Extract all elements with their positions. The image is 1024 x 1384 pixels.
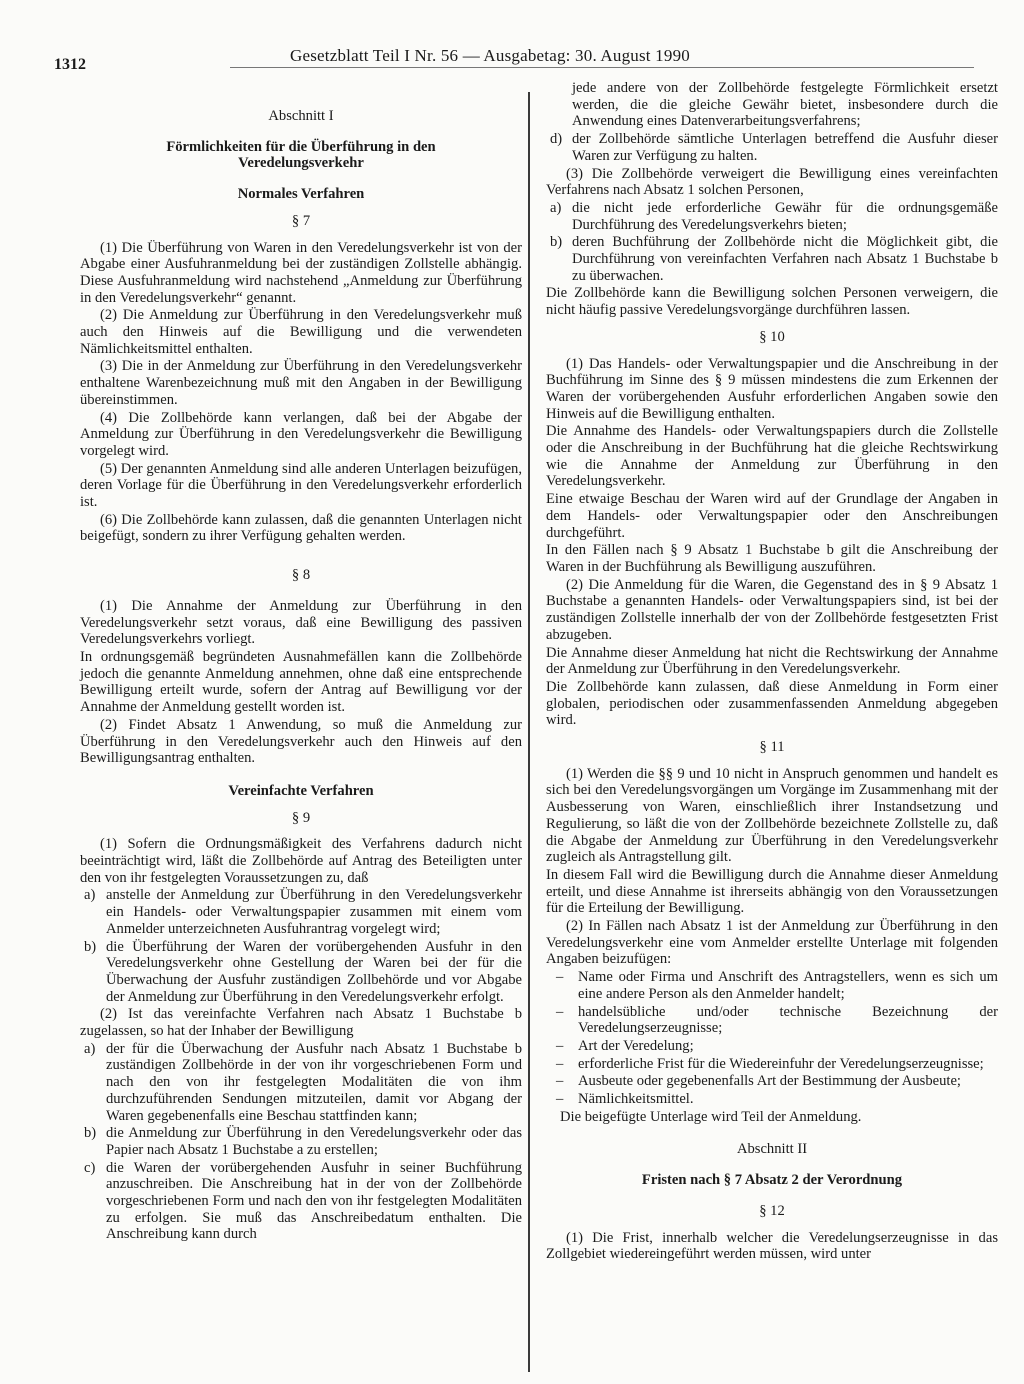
- running-head: Gesetzblatt Teil I Nr. 56 — Ausgabetag: 30. August 1990: [290, 46, 690, 65]
- list-marker: b): [84, 938, 97, 955]
- s8-para-1: (1) Die Annahme der Anmeldung zur Überführung in den Veredelungsverkehr setzt voraus, daß eine Bewilligung des passiven Veredelungsverkehrs vorliegt.: [80, 597, 522, 648]
- bullet-marker: –: [556, 1037, 564, 1054]
- s9-2-item-b: [80, 1125, 522, 1158]
- bullet-marker: –: [556, 1055, 564, 1072]
- list-marker: b): [84, 1125, 97, 1142]
- s11-bullet: [546, 1091, 998, 1108]
- paragraph-mark-9: § 9: [291, 809, 311, 826]
- paragraph-mark-7: § 7: [291, 212, 311, 229]
- s10-para-1b: Die Annahme des Handels- oder Verwaltungspapiers durch die Zollstelle oder die Anschreibung in der Buchführung hat die gleiche Rechtswirkung wie die Annahme der Anmeldung zur Überführung in den Veredelungsverkehr.: [546, 423, 998, 490]
- s7-para-6: (6) Die Zollbehörde kann zulassen, daß die genannten Unterlagen nicht beigefügt, sondern zu ihrer Verfügung gehalten werden.: [80, 511, 522, 545]
- bullet-marker: –: [556, 969, 564, 986]
- section-title: Förmlichkeiten für die Überführung in den Veredelungsverkehr: [166, 138, 436, 172]
- s9-item-a: [80, 887, 522, 937]
- s9-para-3: (3) Die Zollbehörde verweigert die Bewilligung eines vereinfachten Verfahrens nach Absatz 1 solchen Personen,: [546, 165, 998, 199]
- paragraph-mark-10: § 10: [759, 328, 785, 345]
- s7-para-2: (2) Die Anmeldung zur Überführung in den Veredelungsverkehr muß auch den Hinweis auf die Bewilligung und die verwendeten Nämlichkeitsmittel enthalten.: [80, 307, 522, 357]
- section-subtitle: Normales Verfahren: [237, 186, 365, 203]
- s8-para-2: (2) Findet Absatz 1 Anwendung, so muß die Anmeldung zur Überführung in den Veredelungsverkehr auch den Hinweis auf den Bewilligungsantrag enthalten.: [80, 716, 522, 767]
- paragraph-mark-12: § 12: [759, 1202, 785, 1219]
- bullet-marker: –: [556, 1003, 564, 1020]
- s9-para-1: (1) Sofern die Ordnungsmäßigkeit des Verfahrens dadurch nicht beeinträchtigt wird, läßt die Zollbehörde auf Antrag des Beteiligten unter den von ihr festgelegten Voraussetzungen zu, daß: [80, 836, 522, 886]
- list-text: Art der Veredelung;: [578, 1037, 694, 1054]
- list-text: Nämlichkeitsmittel.: [578, 1091, 694, 1108]
- list-text: Name oder Firma und Anschrift des Antragstellers, wenn es sich um eine andere Person als den Anmelder handelt;: [578, 969, 998, 1002]
- s9-item-b: [80, 939, 522, 1006]
- list-marker: a): [550, 199, 562, 216]
- s11-bullet: [546, 969, 998, 1002]
- list-text: der für die Überwachung der Ausfuhr nach Absatz 1 Buchstabe b zuständigen Zollbehörde in der von ihr vorgeschriebenen Form und nach den von ihr festgelegten Modalitäten die von ihm durchzuführenden Sendungen mitzuteilen, damit vor Abgang der Waren gegebenenfalls eine Beschau stattfinden kann;: [106, 1040, 522, 1124]
- s10-para-1: (1) Das Handels- oder Verwaltungspapier und die Anschreibung in der Buchführung im Sinne des § 9 müssen mindestens die zum Erkennen der Waren der vorübergehenden Ausfuhr erforderlichen Angaben sowie den Hinweis auf die Bewilligung enthalten.: [546, 355, 998, 422]
- s9-2-item-c: [80, 1160, 522, 1244]
- s10-para-1c: Eine etwaige Beschau der Waren wird auf der Grundlage der Angaben in dem Handels- oder Verwaltungspapier oder den Anschreibungen durchgeführt.: [546, 491, 998, 541]
- s11-closing: Die beigefügte Unterlage wird Teil der Anmeldung.: [560, 1108, 862, 1125]
- list-text: die Waren der vorübergehenden Ausfuhr in seiner Buchführung anzuschreiben. Die Anschreibung hat in der von der Zollbehörde vorgeschriebenen Form und nach den von ihr festgelegten Modalitäten zu erfolgen. Sie muß das Anschreibedatum enthalten. Die Anschreibung kann durch: [106, 1159, 522, 1243]
- s9-2-item-d: [546, 131, 998, 164]
- list-text: die Anmeldung zur Überführung in den Veredelungsverkehr oder das Papier nach Absatz 1 Buchstabe a zu erstellen;: [106, 1125, 522, 1158]
- s7-para-5: (5) Der genannten Anmeldung sind alle anderen Unterlagen beizufügen, deren Vorlage für die Überführung in den Veredelungsverkehr erforderlich ist.: [80, 460, 522, 511]
- s11-para-1b: In diesem Fall wird die Bewilligung durch die Annahme dieser Anmeldung erteilt, und diese Annahme ist ihrerseits abhängig von den Voraussetzungen für die Erteilung der Bewilligung.: [546, 866, 998, 917]
- s10-para-1d: In den Fällen nach § 9 Absatz 1 Buchstabe b gilt die Anschreibung der Waren in der Buchführung als Bewilligung auszuführen.: [546, 542, 998, 575]
- abschnitt-2-heading: Abschnitt II: [736, 1141, 808, 1158]
- page-number: 1312: [54, 56, 86, 73]
- list-text: anstelle der Anmeldung zur Überführung in den Veredelungsverkehr ein Handels- oder Verwaltungspapier zusammen mit einem vom Anmelder unterzeichneten Ausfuhrantrag vorgelegt wird;: [106, 887, 522, 937]
- s9-3-item-b: [546, 234, 998, 284]
- s7-para-4: (4) Die Zollbehörde kann verlangen, daß bei der Abgabe der Anmeldung zur Überführung in den Veredelungsverkehr die Bewilligung vorgelegt wird.: [80, 409, 522, 459]
- list-text: erforderliche Frist für die Wiedereinfuhr der Veredelungserzeugnisse;: [578, 1055, 984, 1072]
- paragraph-mark-11: § 11: [759, 739, 785, 756]
- list-text: der Zollbehörde sämtliche Unterlagen betreffend die Ausfuhr dieser Waren zur Verfügung zu halten.: [572, 131, 998, 164]
- list-marker: c): [84, 1159, 96, 1176]
- s11-bullet: [546, 1038, 998, 1055]
- s11-para-2: (2) In Fällen nach Absatz 1 ist der Anmeldung zur Überführung in den Veredelungsverkehr eine vom Anmelder erstellte Unterlage mit folgenden Angaben beizufügen:: [546, 918, 998, 968]
- continued-text: jede andere von der Zollbehörde festgelegte Förmlichkeit ersetzt werden, die die gleiche Gewähr bietet, insbesondere durch die Anwendung eines Datenverarbeitungsverfahrens;: [572, 80, 998, 130]
- s7-para-3: (3) Die in der Anmeldung zur Überführung in den Veredelungsverkehr enthaltene Warenbezeichnung muß mit den Angaben in der Bewilligung übereinstimmen.: [80, 358, 522, 408]
- right-column: [546, 80, 998, 1264]
- s9-2-item-a: [80, 1041, 522, 1125]
- s9-para-3c: Die Zollbehörde kann die Bewilligung solchen Personen verweigern, die nicht häufig passive Veredelungsvorgänge durchführen lassen.: [546, 285, 998, 319]
- bullet-marker: –: [556, 1091, 564, 1108]
- list-text: Ausbeute oder gegebenenfalls Art der Bestimmung der Ausbeute;: [578, 1073, 961, 1090]
- abschnitt-heading: Abschnitt I: [268, 108, 334, 124]
- s10-para-2b: Die Annahme dieser Anmeldung hat nicht die Rechtswirkung der Annahme der Anmeldung zur Überführung in den Veredelungsverkehr.: [546, 644, 998, 678]
- list-marker: a): [84, 887, 96, 904]
- s9-para-2: (2) Ist das vereinfachte Verfahren nach Absatz 1 Buchstabe b zugelassen, so hat der Inhaber der Bewilligung: [80, 1006, 522, 1040]
- s11-bullet: [546, 1004, 998, 1037]
- list-marker: a): [84, 1040, 96, 1057]
- list-text: handelsübliche und/oder technische Bezeichnung der Veredelungserzeugnisse;: [578, 1003, 998, 1037]
- s10-para-2c: Die Zollbehörde kann zulassen, daß diese Anmeldung in Form einer globalen, periodischen oder zusammenfassenden Anmeldung abgegeben wird.: [546, 678, 998, 729]
- s11-bullet: [546, 1073, 998, 1090]
- s9-3-item-a: [546, 200, 998, 233]
- list-marker: b): [550, 234, 563, 251]
- s10-para-2: (2) Die Anmeldung für die Waren, die Gegenstand des in § 9 Absatz 1 Buchstabe a genannten Handels- oder Verwaltungspapiers sind, ist bei der zuständigen Zollstelle innerhalb der von der Zollbehörde festgesetzten Frist abzugeben.: [546, 576, 998, 643]
- paragraph-mark-8: § 8: [291, 567, 311, 584]
- list-marker: d): [550, 131, 563, 148]
- column-divider: [528, 92, 530, 1372]
- s8-para-1b: In ordnungsgemäß begründeten Ausnahmefällen kann die Zollbehörde jedoch die genannte Anmeldung annehmen, ohne daß eine entsprechende Bewilligung erteilt wurde, sofern der Antrag auf Bewilligung vor der Annahme der Anmeldung gestellt worden ist.: [80, 648, 522, 716]
- fristen-title: Fristen nach § 7 Absatz 2 der Verordnung: [641, 1172, 903, 1189]
- header-rule: [230, 67, 974, 68]
- s11-para-1: (1) Werden die §§ 9 und 10 nicht in Anspruch genommen und handelt es sich bei den Veredelungsvorgängen um Vorgänge im Zusammenhang mit der Ausbesserung von Waren, einschließlich ihrer Instandsetzung und Regulierung, so läßt die von der Zollbehörde bezeichnete Zollstelle zu, daß die Abgabe der Anmeldung zur Überführung in den Veredelungsverkehr zugleich als Antragstellung gilt.: [546, 765, 998, 866]
- vereinfachte-title: Vereinfachte Verfahren: [228, 782, 374, 799]
- bullet-marker: –: [556, 1073, 564, 1090]
- s12-para-1: (1) Die Frist, innerhalb welcher die Veredelungserzeugnisse in das Zollgebiet wiedereingeführt werden müssen, wird unter: [546, 1229, 998, 1263]
- s11-bullet: [546, 1056, 998, 1073]
- s7-para-1: (1) Die Überführung von Waren in den Veredelungsverkehr ist von der Abgabe einer Ausfuhranmeldung bei der zuständigen Zollstelle abhängig. Diese Ausfuhranmeldung wird nachstehend „Anmeldung zur Überführung in den Veredelungsverkehr“ genannt.: [80, 239, 522, 306]
- left-column: [80, 100, 522, 1244]
- list-text: deren Buchführung der Zollbehörde nicht die Möglichkeit gibt, die Durchführung von vereinfachten Verfahren nach Absatz 1 Buchstabe b zu überwachen.: [572, 234, 998, 284]
- list-text: die nicht jede erforderliche Gewähr für die ordnungsgemäße Durchführung des Veredelungsverkehrs bieten;: [572, 199, 998, 233]
- list-text: die Überführung der Waren der vorübergehenden Ausfuhr in den Veredelungsverkehr ohne Gestellung der Waren bei der für die Überwachung der Ausfuhr zuständigen Zollbehörde und vor Abgabe der Anmeldung zur Überführung in den Veredelungsverkehr erfolgt.: [106, 938, 522, 1005]
